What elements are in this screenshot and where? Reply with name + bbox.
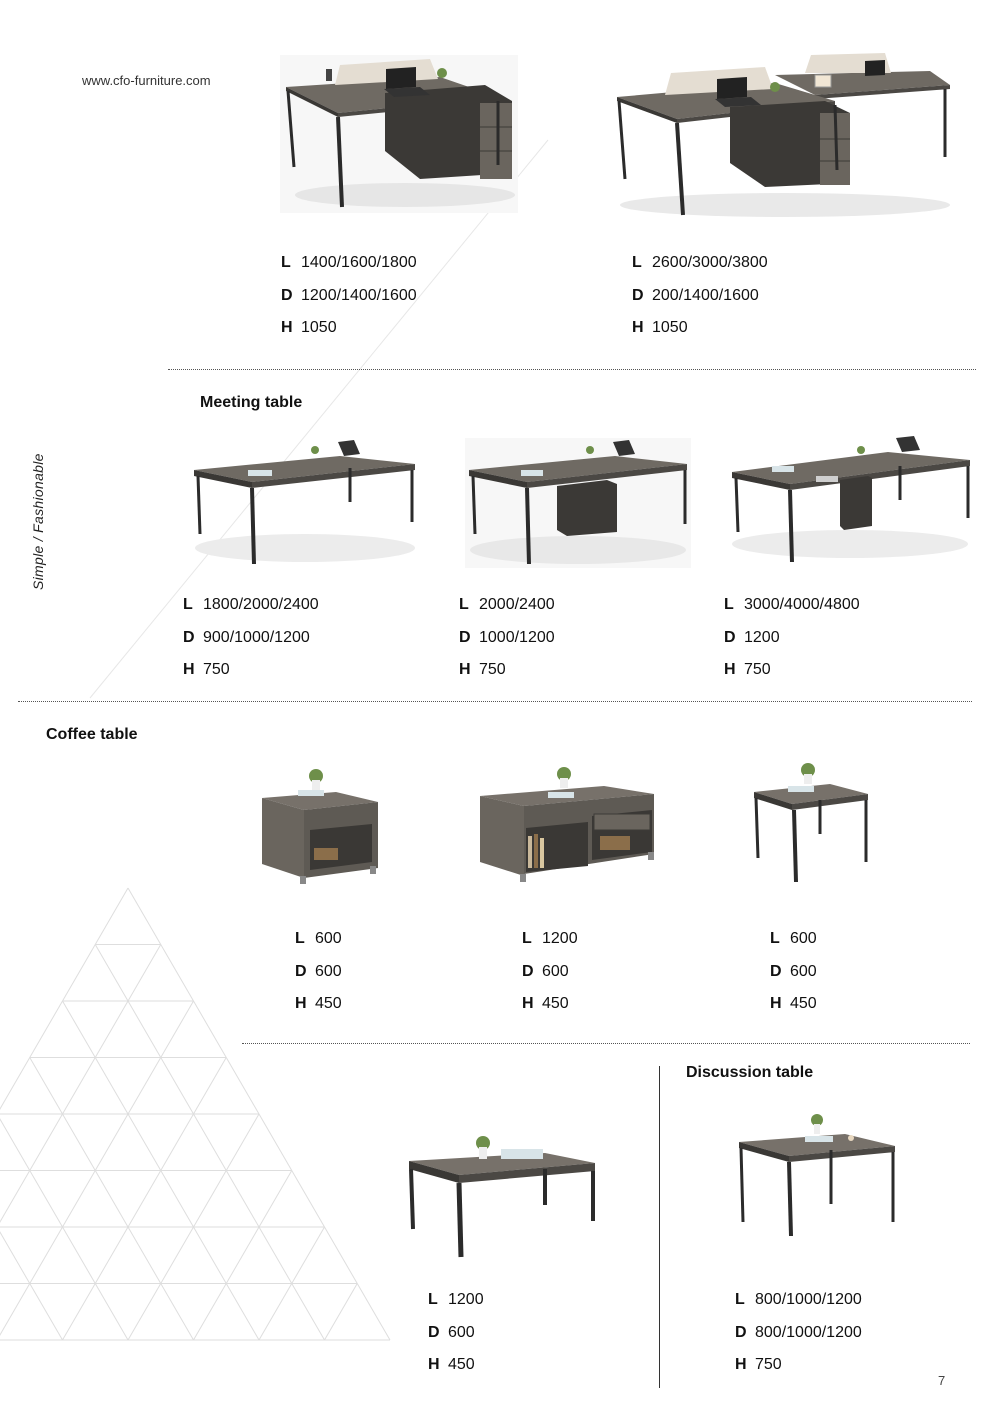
divider-vertical (659, 1066, 660, 1388)
spec-value: 1000/1200 (479, 628, 555, 646)
spec-value: 2000/2400 (479, 596, 555, 613)
spec-key: H (724, 661, 736, 678)
workstation-single-specs (281, 253, 417, 351)
workstation-double-specs (632, 253, 768, 351)
coffee-table-2-image (476, 766, 658, 888)
meeting-table-2-image (465, 438, 693, 570)
spec-key: L (735, 1291, 745, 1308)
spec-value: 1200 (744, 628, 780, 646)
spec-key: H (281, 319, 293, 336)
spec-value: 600 (315, 930, 342, 947)
coffee-table-title: Coffee table (46, 726, 138, 743)
spec-value: 900/1000/1200 (203, 628, 310, 646)
spec-value: 600 (315, 962, 342, 980)
workstation-double-image (615, 45, 955, 220)
spec-key: L (522, 930, 532, 947)
discussion-table-image (735, 1112, 900, 1238)
spec-value: 750 (744, 661, 771, 678)
meeting-table-2-specs (459, 595, 555, 693)
spec-key: H (459, 661, 471, 678)
spec-key: D (281, 286, 293, 304)
spec-value: 600 (790, 962, 817, 980)
spec-value: 1050 (652, 319, 688, 336)
divider-3 (242, 1043, 970, 1044)
spec-key: L (724, 596, 734, 613)
spec-value: 600 (448, 1323, 475, 1341)
spec-key: H (428, 1356, 440, 1373)
spec-value: 1050 (301, 319, 337, 336)
spec-key: D (724, 628, 736, 646)
spec-value: 1200 (448, 1291, 484, 1308)
meeting-table-3-image (728, 436, 973, 566)
workstation-single-image (280, 55, 520, 215)
meeting-table-title: Meeting table (200, 394, 303, 411)
spec-value: 2600/3000/3800 (652, 254, 768, 271)
meeting-table-1-specs (183, 595, 319, 693)
website-url[interactable]: www.cfo-furniture.com (82, 73, 211, 88)
spec-key: L (183, 596, 193, 613)
spec-value: 200/1400/1600 (652, 286, 759, 304)
spec-value: 750 (479, 661, 506, 678)
spec-value: 450 (315, 995, 342, 1012)
spec-value: 600 (790, 930, 817, 947)
spec-key: D (295, 962, 307, 980)
coffee-table-3-specs (770, 929, 817, 1027)
coffee-table-1-specs (295, 929, 342, 1027)
spec-value: 450 (448, 1356, 475, 1373)
spec-key: D (770, 962, 782, 980)
coffee-table-3-image (750, 762, 872, 887)
divider-1 (168, 369, 976, 370)
coffee-table-1-image (258, 768, 383, 890)
meeting-table-3-specs (724, 595, 860, 693)
spec-value: 800/1000/1200 (755, 1291, 862, 1308)
discussion-table-specs (735, 1290, 862, 1388)
spec-key: H (183, 661, 195, 678)
sidebar-tagline: Simple / Fashionable (30, 453, 46, 590)
spec-value: 750 (755, 1356, 782, 1373)
spec-key: L (428, 1291, 438, 1308)
spec-key: H (735, 1356, 747, 1373)
spec-value: 3000/4000/4800 (744, 596, 860, 613)
meeting-table-1-image (190, 438, 420, 570)
spec-key: H (295, 995, 307, 1012)
spec-value: 1400/1600/1800 (301, 254, 417, 271)
spec-value: 1200/1400/1600 (301, 286, 417, 304)
spec-key: D (522, 962, 534, 980)
spec-key: H (522, 995, 534, 1012)
spec-key: D (459, 628, 471, 646)
spec-key: D (183, 628, 195, 646)
spec-value: 600 (542, 962, 569, 980)
divider-2 (18, 701, 972, 702)
spec-key: L (295, 930, 305, 947)
spec-key: D (428, 1323, 440, 1341)
spec-key: D (632, 286, 644, 304)
spec-key: L (459, 596, 469, 613)
spec-key: L (770, 930, 780, 947)
spec-value: 450 (542, 995, 569, 1012)
discussion-table-title: Discussion table (686, 1064, 814, 1081)
spec-key: D (735, 1323, 747, 1341)
spec-key: L (281, 254, 291, 271)
coffee-table-4-specs (428, 1290, 484, 1388)
spec-value: 750 (203, 661, 230, 678)
spec-key: H (770, 995, 782, 1012)
spec-value: 1800/2000/2400 (203, 596, 319, 613)
page-number: 7 (938, 1373, 946, 1388)
spec-value: 800/1000/1200 (755, 1323, 862, 1341)
spec-key: L (632, 254, 642, 271)
spec-key: H (632, 319, 644, 336)
spec-value: 1200 (542, 930, 578, 947)
spec-value: 450 (790, 995, 817, 1012)
coffee-table-4-image (405, 1135, 600, 1261)
coffee-table-2-specs (522, 929, 578, 1027)
